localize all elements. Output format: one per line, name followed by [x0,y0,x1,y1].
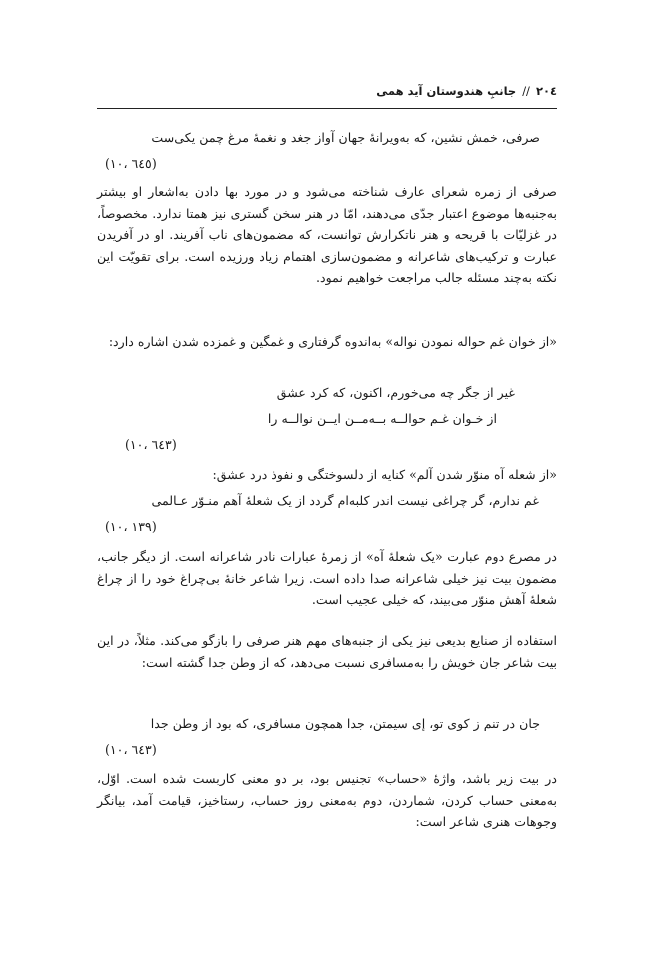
running-title: جانبِ هندوستان آید همی [376,84,517,98]
verse-3: غم ندارم، گر چراغی نیست اندر کلبه‌ام گردد از یک شعلهٔ آهم منـوّر عـالمی [151,493,539,508]
header-separator: // [522,84,530,98]
paragraph-1: صرفی از زمره شعرای عارف شناخته می‌شود و در مورد بها دادن به‌اشعار او بیشتر به‌جنبه‌ها موضوع اعتبار جدّی می‌دهند، امّا در هنر سخن گستری نیز همتا ندارد. مخصوصاً، در غزلیّات با قریحه و هنر ناتکرارش توانست، که مضمون‌های ناب آفریند. او در آفریدن عبارت و ترکیب‌های شاعرانه و مضمون‌سازی اهتمام زیاد ورزیده است. برای تقویّت این نکته به‌چند مسئله جالب مراجعت خواهیم نمود. [97,184,557,285]
paragraph-6: در بیت زیر باشد، واژهٔ «حساب» تجنیس بود، بر دو معنی کاربست شده است. اوّل، به‌معنی حساب کردن، شماردن، دوم به‌معنی روز حساب، رستاخیز، قیامت آمد، بیانگر وجوهات هنری شاعر است: [97,771,557,829]
paragraph-5: استفاده از صنایع بدیعی نیز یکی از جنبه‌های مهم هنر صرفی را بازگو می‌کند. مثلاً، در این بیت شاعر جان خویش را به‌مسافری نسبت می‌دهد، که از وطن جدا گشته است: [97,633,557,670]
citation-1: (٦٤٥ ،١٠) [105,156,157,171]
citation-4: (٦٤٣ ،١٠) [105,742,157,757]
page-number: ۲۰٤ [535,84,557,98]
verse-2-line-2: از خـوان غـم حوالــه بــه‌مــن ایــن نوالــه را [267,411,497,426]
citation-3: (١٣٩ ،١٠) [105,519,157,534]
paragraph-3: «از شعله آه منوّر شدن آلم» کنایه از دلسوختگی و نفوذ درد عشق: [212,467,557,482]
verse-2-line-1: غیر از جگر چه می‌خورم، اکنون، که کرد عشق [276,385,515,400]
paragraph-2: «از خوان غم حواله نمودن نواله» به‌اندوه گرفتاری و غمگین و غمزده شدن اشاره دارد: [108,334,557,349]
paragraph-4: در مصرع دوم عبارت «یک شعلهٔ آه» از زمرهٔ عبارات نادر شاعرانه است. از دیگر جانب، مضمون بیت نیز خیلی شاعرانه صدا داده است. زیرا شاعر خانهٔ بی‌چراغ خود را از چراغ شعلهٔ آهش منوّر می‌بیند، که خیلی عجیب است. [97,549,557,607]
running-header [97,84,557,109]
citation-2: (٦٤٣ ،١٠) [125,437,177,452]
verse-1: صرفی، خمش نشین، که به‌ویرانهٔ جهان آواز جغد و نغمهٔ مرغ چمن یکی‌ست [151,130,540,145]
verse-4: جان در تنم ز کوی تو، إی سیمتن، جدا همچون مسافری، که بود از وطن جدا [150,716,540,731]
